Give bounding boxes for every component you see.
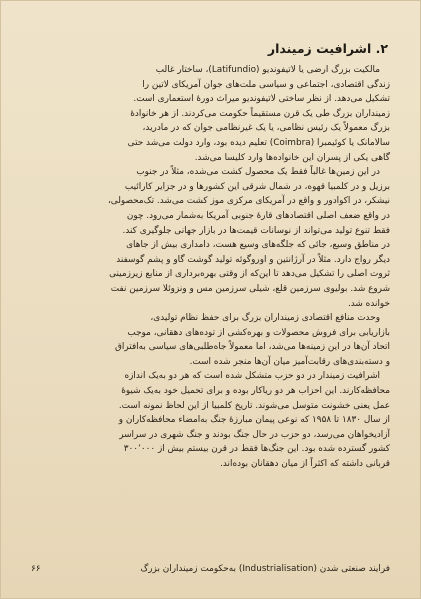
footer-text: فرایند صنعتی شدن (Industrialisation) به‌حکومت زمینداران بزرگ (140, 564, 390, 574)
text-line: شروع شد. بولیوی سرزمین قلع، شیلی سرزمین مس و ونزوئلا سرزمین نفت (110, 283, 390, 294)
text-line: عمل یعنی خشونت متوسل می‌شوند. تاریخ کلمبیا از این لحاظ نمونه است. (118, 400, 390, 411)
text-line: بزرگ معمولاً یک رئیس نظامی، یا یک غیرنظامی جوان که در مادرید، (142, 123, 390, 134)
page-number: ۶۶ (31, 564, 41, 574)
paragraph (35, 369, 390, 471)
text-line: نیشکر، در اکوادور و واقع در آمریکای مرکزی موز کشت می‌شد. تک‌محصولی، (107, 196, 390, 207)
text-line: برزیل و در کلمبیا قهوه، در شمال شرقی این کشورها و در جزایر کارائیب (124, 181, 390, 192)
text-line: قربانی داشته که اکثراً از میان دهقانان بوده‌اند. (220, 459, 390, 470)
paragraph (35, 165, 390, 311)
text-line: از سال ۱۸۳۰ تا ۱۹۵۸ که نوعی پیمان مبارزهٔ جنگ به‌امضاء محافظه‌کاران و (118, 415, 390, 426)
page-footer (31, 564, 390, 574)
text-line: زمینداران بزرگ طی یک قرن مستقیماً حکومت می‌کردند. از هر خانوادهٔ (130, 108, 390, 119)
text-line: محافظه‌کارند. این احزاب هر دو ریاکار بوده و برای تحمیل خود به‌یک شیوهٔ (121, 386, 390, 397)
paragraph (35, 63, 390, 165)
text-line: فقط تنوع تولید می‌تواند از نوسانات قیمت‌ها در بازار جهانی جلوگیری کند. (122, 225, 390, 236)
text-line: وحدت منافع اقتصادی زمینداران بزرگ برای حفظ نظام تولیدی، (150, 313, 380, 324)
text-line: در مناطق وسیع، جائی که جلگه‌های وسیع هست، دامداری بیش از جاهای (126, 240, 390, 251)
text-line: گاهی یکی از پسران این خانواده‌ها وارد کلیسا می‌شد. (194, 152, 390, 163)
text-line: مالکیت بزرگ ارضی یا لاتیفوندیو (Latifundio)، ساختار غالب (155, 65, 380, 75)
text-line: کشور گسترده شده بود. این جنگ‌ها فقط در قرن بیستم بیش از ۳۰۰٬۰۰۰ (123, 444, 390, 455)
text-line: زندگی اقتصادی، اجتماعی و سیاسی ملت‌های جوان آمریکای لاتین را (142, 79, 390, 90)
text-line: اتحاد آن‌ها در این زمینه‌ها می‌شد، اما معمولاً جاه‌طلبی‌های سیاسی به‌افتراق (115, 342, 390, 353)
text-line: آزادیخواهان می‌رسد، دو حزب در حال جنگ بودند و جنگ شهری در سراسر (119, 429, 390, 440)
body-text (35, 63, 390, 472)
text-line: تشکیل می‌دهد. از نظر ساختی لاتیفوندیو میراث دورهٔ استعماری است. (133, 94, 390, 105)
text-line: دیگر رواج دارد. مثلاً در آرژانتین و اوروگوئه تولید گوشت گاو و پشم گوسفند (116, 254, 390, 265)
text-line: ثروت اصلی را تشکیل می‌دهد تا این‌که از وقتی بهره‌برداری از منابع زیرزمینی (109, 269, 390, 280)
text-line: سالامانک یا کوئیمبرا (Coimbra) تعلیم دیده بود، وارد دولت می‌شد حتی (127, 137, 390, 148)
text-line: در واقع ضعف اصلی اقتصادهای قارهٔ جنوبی آمریکا به‌شمار می‌رود. چون (126, 210, 390, 221)
text-line: و دسته‌بندی‌های رقابت‌آمیز میان آن‌ها منجر شده است. (189, 356, 390, 367)
paragraph (35, 311, 390, 369)
text-line: خوانده شد. (347, 298, 390, 309)
text-line: بازاریابی برای فروش محصولات و بهره‌کشی از توده‌های دهقانی، موجب (127, 327, 390, 338)
text-line: اشرافیت زمیندار در دو حزب متشکل شده است که هر دو به‌یک اندازه (124, 371, 380, 382)
section-heading: ۲. اشرافیت زمیندار (267, 41, 388, 56)
text-line: در این زمین‌ها غالباً فقط یک محصول کشت می‌شده، مثلاً در جنوب (136, 167, 380, 178)
